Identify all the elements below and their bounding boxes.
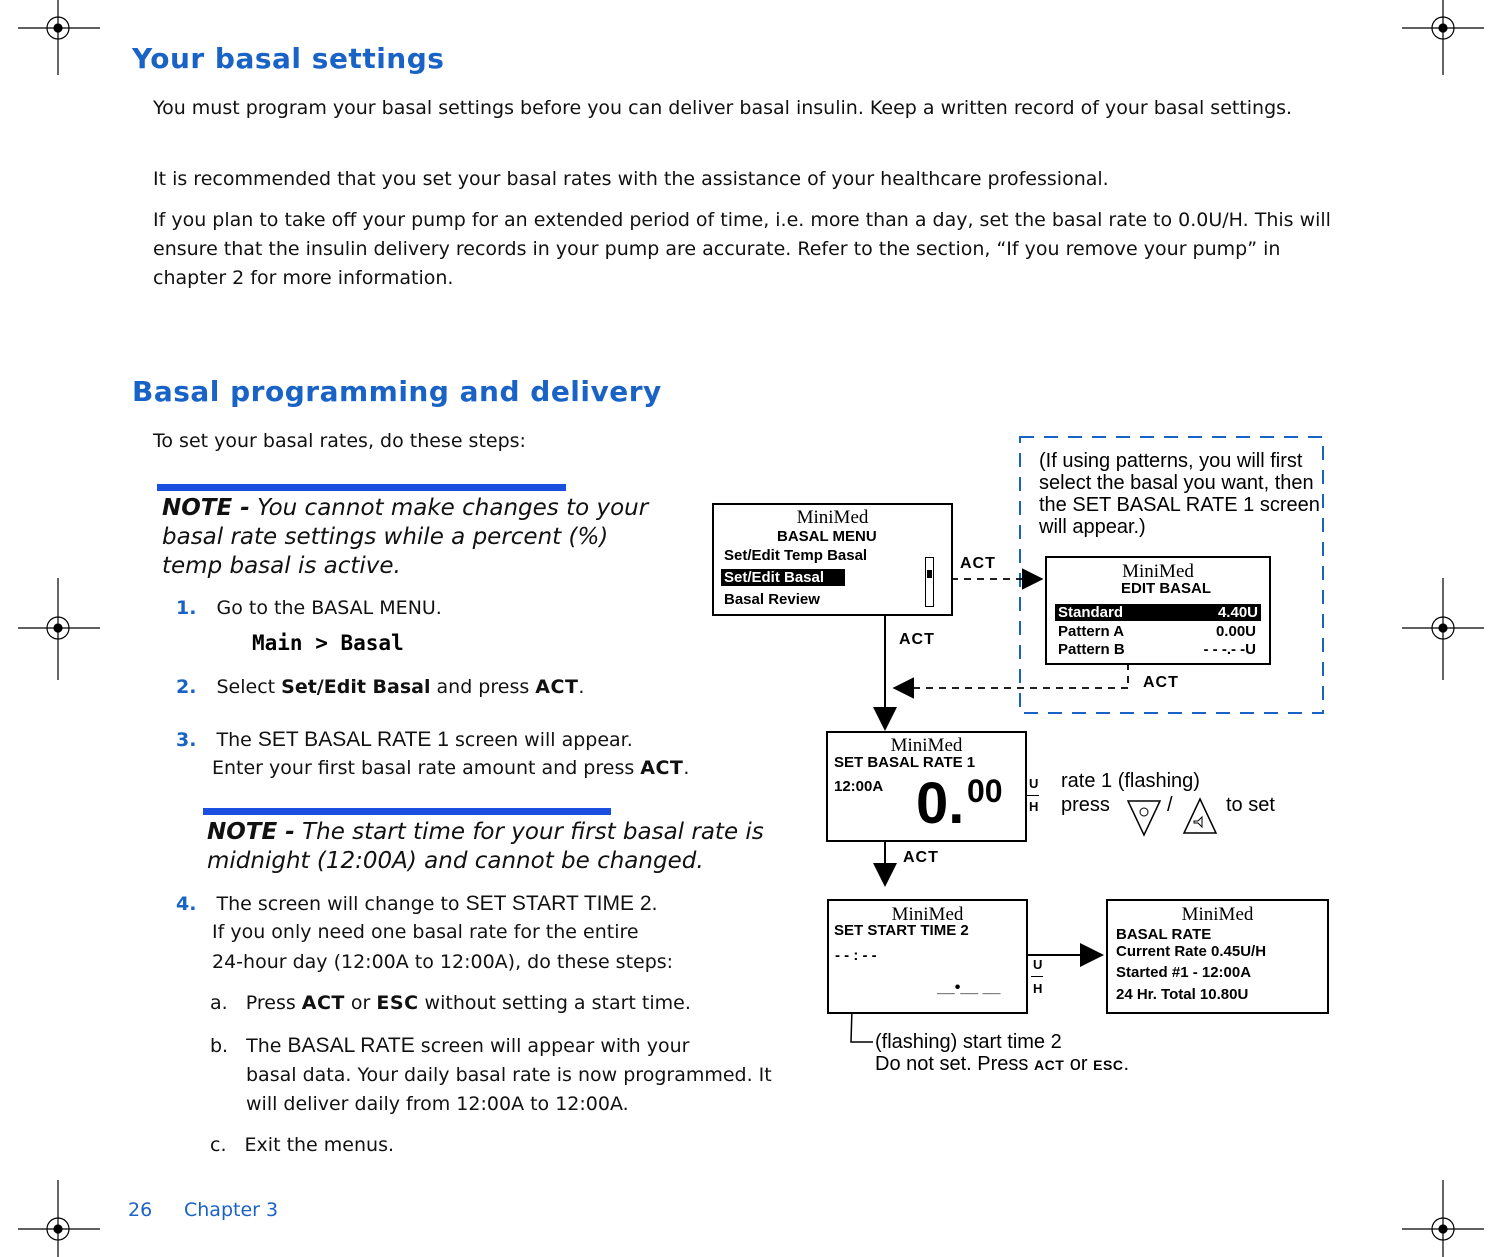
step-text: Go to the BASAL MENU. [216,597,442,619]
unit-top: U [1033,957,1043,972]
press-text: press [1061,794,1110,816]
step-number: 3. [176,729,197,751]
screen-title: BASAL RATE [1116,926,1212,943]
screen-title: SET BASAL RATE 1 [834,754,976,771]
paragraph: You must program your basal settings before you can deliver basal insulin. Keep a written record of your basal settings. [153,97,1293,119]
slash: / [1167,794,1173,816]
pattern-row[interactable]: Pattern B - - -.- -U [1058,641,1256,658]
to-set-text: to set [1226,794,1275,816]
brand-logo: MiniMed [890,735,963,756]
chapter-label: Chapter 3 [184,1199,279,1221]
brand-logo: MiniMed [1181,904,1254,925]
step-3-line2: Enter your first basal rate amount and press ACT. [212,757,690,779]
substep-b: b. The BASAL RATE screen will appear with your [210,1034,690,1057]
daily-total: 24 Hr. Total 10.80U [1116,986,1249,1003]
rate-caption: rate 1 (flashing) [1061,770,1200,792]
screen-title: BASAL MENU [777,528,877,545]
note-text: The start time for your first basal rate is midnight (12:00A) and cannot be changed. [207,819,764,874]
unit-bottom: H [1033,981,1043,996]
intro-text: To set your basal rates, do these steps: [153,430,526,452]
note-label: NOTE - [207,819,295,845]
scrollbar[interactable] [925,557,934,607]
start-time-instruction: Do not set. Press ACT or ESC. [875,1053,1130,1075]
step-number: 2. [176,676,197,698]
set-start-time-screen [827,899,1043,1014]
pattern-row-selected[interactable]: Standard 4.40U [1055,604,1261,621]
step-number: 4. [176,893,197,915]
act-label: ACT [960,555,996,572]
substep-c: c. Exit the menus. [210,1134,395,1156]
rate-value-int: 0. [916,771,965,836]
section-title: Basal programming and delivery [132,375,662,408]
basal-menu-screen [712,503,953,616]
start-time-caption: (flashing) start time 2 [875,1031,1062,1053]
menu-item[interactable]: Basal Review [724,591,820,608]
start-time-flashing: - - : - - [835,947,877,964]
step-text: The screen will change to SET START TIME 2. [216,892,658,915]
substep-b-line3: will deliver daily from 12:00A to 12:00A. [246,1093,629,1115]
brand-logo: MiniMed [1122,561,1194,582]
note-label: NOTE - [162,495,250,521]
paragraph: It is recommended that you set your basal rates with the assistance of your healthcare professional. [153,168,1109,190]
act-label: ACT [903,849,939,866]
substep-b-line2: basal data. Your daily basal rate is now programmed. It [246,1064,772,1086]
down-arrow-button-icon[interactable] [1180,795,1220,839]
pattern-row[interactable]: Pattern A 0.00U [1058,623,1256,640]
screen-title: SET START TIME 2 [834,922,969,939]
act-label: ACT [899,631,935,648]
current-rate: Current Rate 0.45U/H [1116,943,1267,960]
act-label: ACT [1143,674,1179,691]
step-4-line3: 24-hour day (12:00A to 12:00A), do these steps: [212,951,674,973]
up-arrow-button-icon[interactable] [1124,795,1164,839]
page-number: 26 [128,1199,153,1221]
menu-item-selected[interactable]: Set/Edit Basal [721,569,845,586]
note-text: You cannot make changes to your basal rate settings while a percent (%) temp basal is active. [162,495,649,579]
edit-basal-screen [1045,556,1271,665]
step-text: The SET BASAL RATE 1 screen will appear. [216,728,633,751]
unit-top: U [1029,776,1039,791]
paragraph: If you plan to take off your pump for an extended period of time, i.e. more than a day, set the basal rate to 0.0U/H. This will ensure that the insulin delivery records in your pump are accurate. Refer to the section, “If you remove your pump” in chapter 2 for more information. [153,209,1331,289]
basal-rate-screen [1106,899,1329,1014]
substep-a: a. Press ACT or ESC without setting a start time. [210,992,691,1014]
section-title: Your basal settings [132,42,445,75]
menu-item[interactable]: Set/Edit Temp Basal [724,547,868,564]
started-time: Started #1 - 12:00A [1116,964,1252,981]
start-time: 12:00A [834,778,884,795]
screen-title: EDIT BASAL [1121,580,1211,597]
step-text: Select Set/Edit Basal and press ACT. [216,676,585,698]
rate-value-dec: 00 [967,773,1003,809]
brand-logo: MiniMed [891,904,964,925]
step-4-line2: If you only need one basal rate for the entire [212,921,639,943]
brand-logo: MiniMed [796,507,869,528]
rate-value: __•__ __ [937,979,1001,996]
set-basal-rate-screen [826,731,1039,842]
unit-bottom: H [1029,799,1039,814]
step-number: 1. [176,597,197,619]
patterns-note: (If using patterns, you will first select the basal you want, then the SET BASAL RATE 1 screen will appear.) [1039,450,1320,538]
menu-path: Main > Basal [252,631,404,655]
